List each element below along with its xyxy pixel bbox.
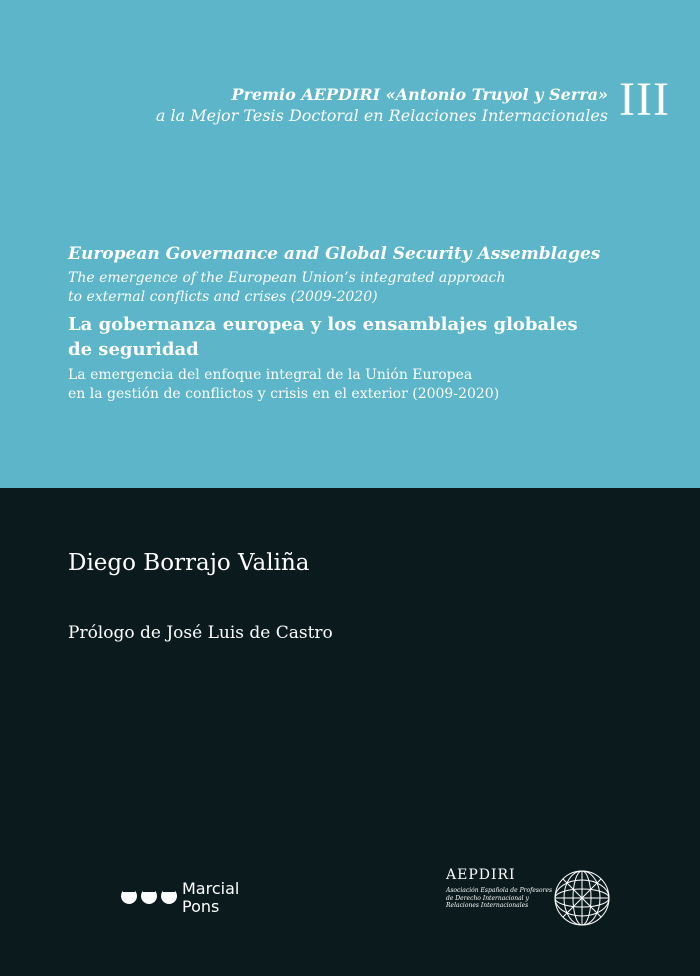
subtitle-english-line-1: The emergence of the European Union’s integrated approach — [68, 270, 506, 286]
association-name: AEPDIRI — [446, 867, 516, 883]
association-description-line-2: de Derecho Internacional y — [446, 894, 529, 902]
subtitle-english-line-2: to external conflicts and crises (2009-2020) — [68, 289, 378, 305]
subtitle-spanish — [68, 366, 668, 404]
prologue-credit: Prólogo de José Luis de Castro — [68, 623, 333, 643]
series-award-name: Premio AEPDIRI «Antonio Truyol y Serra» — [231, 85, 608, 104]
title-spanish-line-1: La gobernanza europea y los ensamblajes globales — [68, 314, 578, 335]
publisher-name — [182, 880, 302, 916]
publisher-name-line-2: Pons — [182, 897, 220, 916]
association-description — [446, 887, 556, 910]
book-titles — [68, 241, 668, 404]
association-description-line-3: Relaciones Internacionales — [446, 902, 529, 909]
title-spanish — [68, 312, 668, 362]
subtitle-spanish-line-2: en la gestión de conflictos y crisis en el exterior (2009-2020) — [68, 386, 500, 402]
subtitle-english — [68, 269, 668, 307]
association-logo — [446, 866, 556, 910]
title-english: European Governance and Global Security Assemblages — [68, 244, 601, 264]
author-name: Diego Borrajo Valiña — [68, 550, 310, 576]
title-spanish-line-2: de seguridad — [68, 339, 199, 360]
volume-number: III — [619, 73, 670, 126]
subtitle-spanish-line-1: La emergencia del enfoque integral de la Unión Europea — [68, 367, 473, 383]
publisher-name-line-1: Marcial — [182, 879, 240, 898]
three-circles-logo-icon — [120, 884, 178, 908]
globe-logo-icon — [550, 866, 610, 932]
association-description-line-1: Asociación Española de Profesores — [446, 887, 553, 894]
series-award-description: a la Mejor Tesis Doctoral en Relaciones Internacionales — [155, 106, 608, 125]
series-info — [156, 84, 608, 126]
